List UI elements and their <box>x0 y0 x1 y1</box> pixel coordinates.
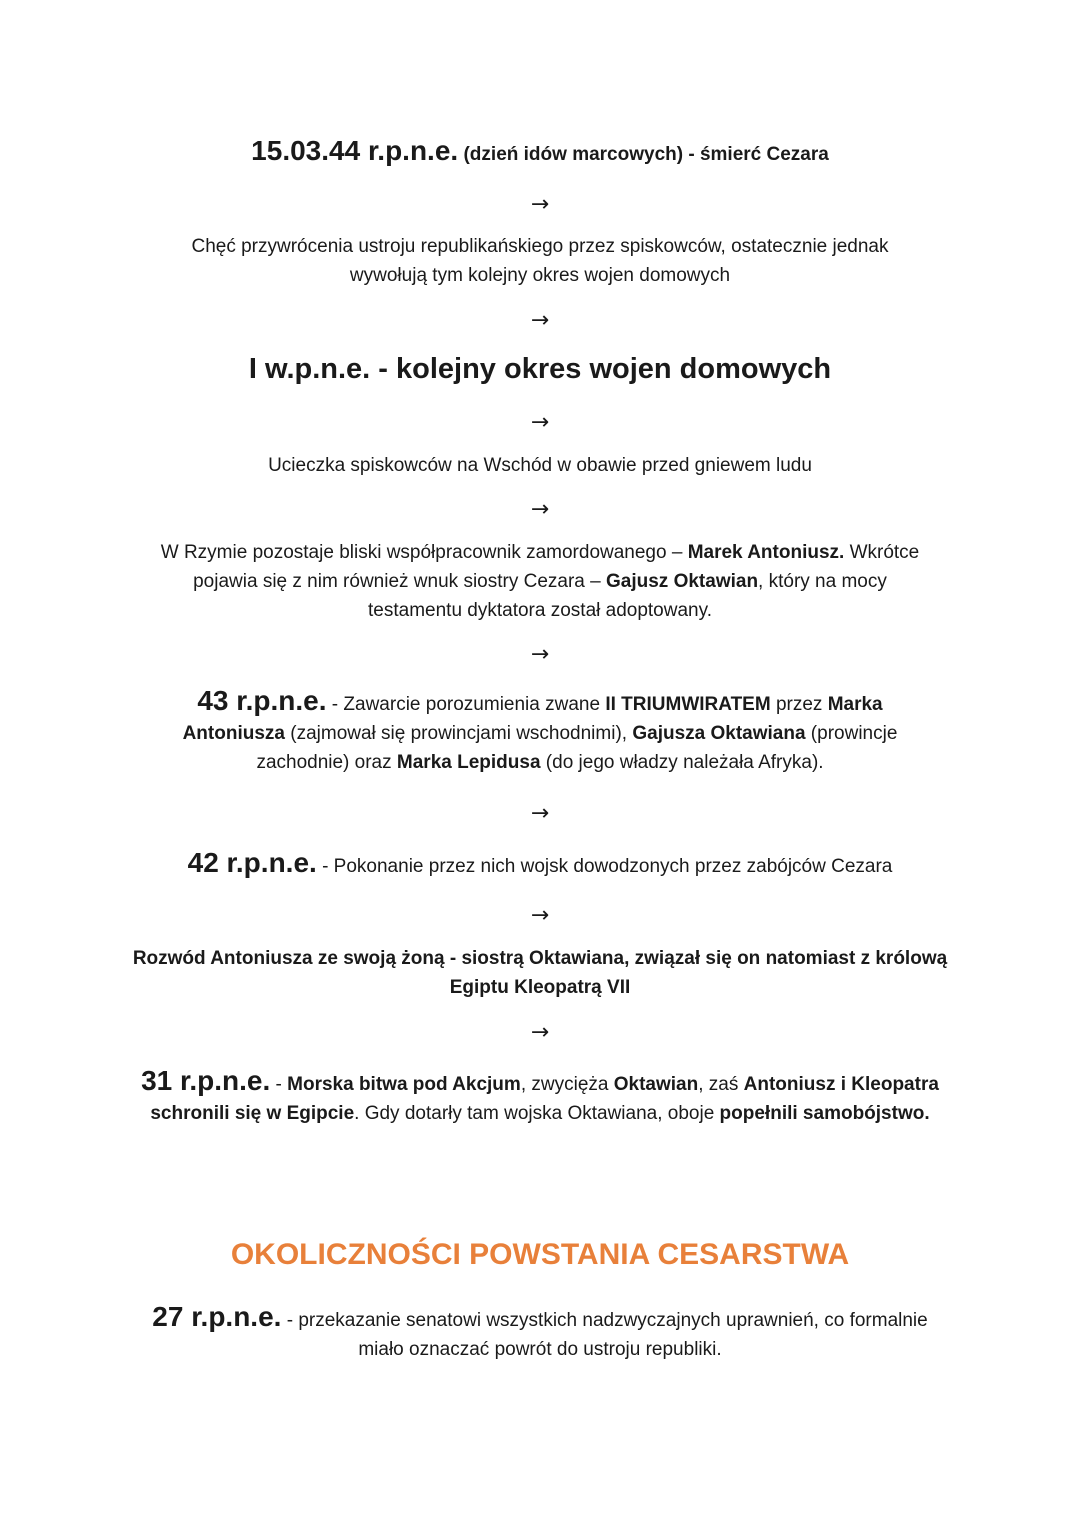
text-line <box>0 748 1080 777</box>
text-span: , zwycięża <box>520 1074 614 1095</box>
text-line: testamentu dyktatora został adoptowany. <box>368 600 712 621</box>
arrow-icon: → <box>530 410 550 435</box>
text-span: (prowincje <box>805 723 898 744</box>
text-span: , zaś <box>698 1074 744 1095</box>
text-line <box>0 719 1080 748</box>
section-heading: OKOLICZNOŚCI POWSTANIA CESARSTWA <box>230 1238 850 1271</box>
event-actium <box>0 1066 1080 1128</box>
text-span: - Zawarcie porozumienia zwane <box>326 694 606 715</box>
event-date: 42 r.p.n.e. <box>187 847 317 878</box>
event-date: 27 r.p.n.e. <box>152 1301 282 1332</box>
text-span: - <box>270 1074 288 1095</box>
event-caesar-death <box>0 136 1080 169</box>
event-flight-east: Ucieczka spiskowców na Wschód w obawie przed gniewem ludu <box>268 455 812 476</box>
text-span: przez <box>770 694 828 715</box>
arrow-icon: → <box>530 801 550 826</box>
text-span: pojawia się z nim również wnuk siostry Cezara – <box>193 571 606 592</box>
text-span: zachodnie) oraz <box>256 752 397 773</box>
event-description: - Pokonanie przez nich wojsk dowodzonych przez zabójców Cezara <box>316 856 893 877</box>
text-line: miało oznaczać powrót do ustroju republiki. <box>358 1339 722 1360</box>
name-antony: Marek Antoniusz. <box>687 542 845 563</box>
text-line <box>0 538 1080 567</box>
text-line: Chęć przywrócenia ustroju republikańskiego przez spiskowców, ostatecznie jednak <box>191 236 889 257</box>
event-antony-divorce <box>0 944 1080 1002</box>
name-text: Antoniusz i Kleopatra <box>743 1074 939 1095</box>
bold-text: popełnili samobójstwo. <box>719 1103 930 1124</box>
arrow-icon: → <box>530 642 550 667</box>
event-27-bc <box>0 1302 1080 1364</box>
arrow-icon: → <box>530 308 550 333</box>
text-line <box>0 1066 1080 1099</box>
event-description: (dzień idów marcowych) - śmierć Cezara <box>463 144 829 165</box>
text-line: wywołują tym kolejny okres wojen domowych <box>349 265 731 286</box>
text-span: - przekazanie senatowi wszystkich nadzwyczajnych uprawnień, co formalnie <box>281 1310 928 1331</box>
text-line: Rozwód Antoniusza ze swoją żoną - siostrą Oktawiana, związał się on natomiast z królową <box>132 948 948 969</box>
civil-war-heading: I w.p.n.e. - kolejny okres wojen domowych <box>248 353 832 385</box>
name-text: Marka <box>827 694 883 715</box>
event-date: 43 r.p.n.e. <box>197 685 327 716</box>
text-span: . Gdy dotarły tam wojska Oktawiana, oboje <box>354 1103 720 1124</box>
text-line <box>0 1099 1080 1128</box>
arrow-icon: → <box>530 903 550 928</box>
event-conspirators-intent <box>0 232 1080 290</box>
arrow-icon: → <box>530 1020 550 1045</box>
term-actium: Morska bitwa pod Akcjum <box>287 1074 521 1095</box>
text-span: (zajmował się prowincjami wschodnimi), <box>284 723 633 744</box>
term-triumvirate: II TRIUMWIRATEM <box>605 694 771 715</box>
text-span: (do jego władzy należała Afryka). <box>540 752 824 773</box>
arrow-icon: → <box>530 192 550 217</box>
text-span: W Rzymie pozostaje bliski współpracownik zamordowanego – <box>160 542 688 563</box>
text-line: Egiptu Kleopatrą VII <box>449 977 631 998</box>
arrow-icon: → <box>530 497 550 522</box>
text-line <box>0 567 1080 596</box>
name-text: Oktawian <box>613 1074 699 1095</box>
bold-text: schronili się w Egipcie <box>150 1103 355 1124</box>
text-line <box>0 1302 1080 1335</box>
event-antony-octavian <box>0 538 1080 625</box>
name-text: Marka Lepidusa <box>396 752 541 773</box>
name-text: Antoniusza <box>182 723 285 744</box>
event-victory-42 <box>0 848 1080 881</box>
text-line <box>0 686 1080 719</box>
name-text: Gajusza Oktawiana <box>632 723 806 744</box>
name-octavian: Gajusz Oktawian <box>606 571 759 592</box>
text-span: Wkrótce <box>844 542 920 563</box>
event-second-triumvirate <box>0 686 1080 777</box>
event-date: 15.03.44 r.p.n.e. <box>251 135 459 166</box>
event-date: 31 r.p.n.e. <box>141 1065 271 1096</box>
text-span: , który na mocy <box>758 571 887 592</box>
